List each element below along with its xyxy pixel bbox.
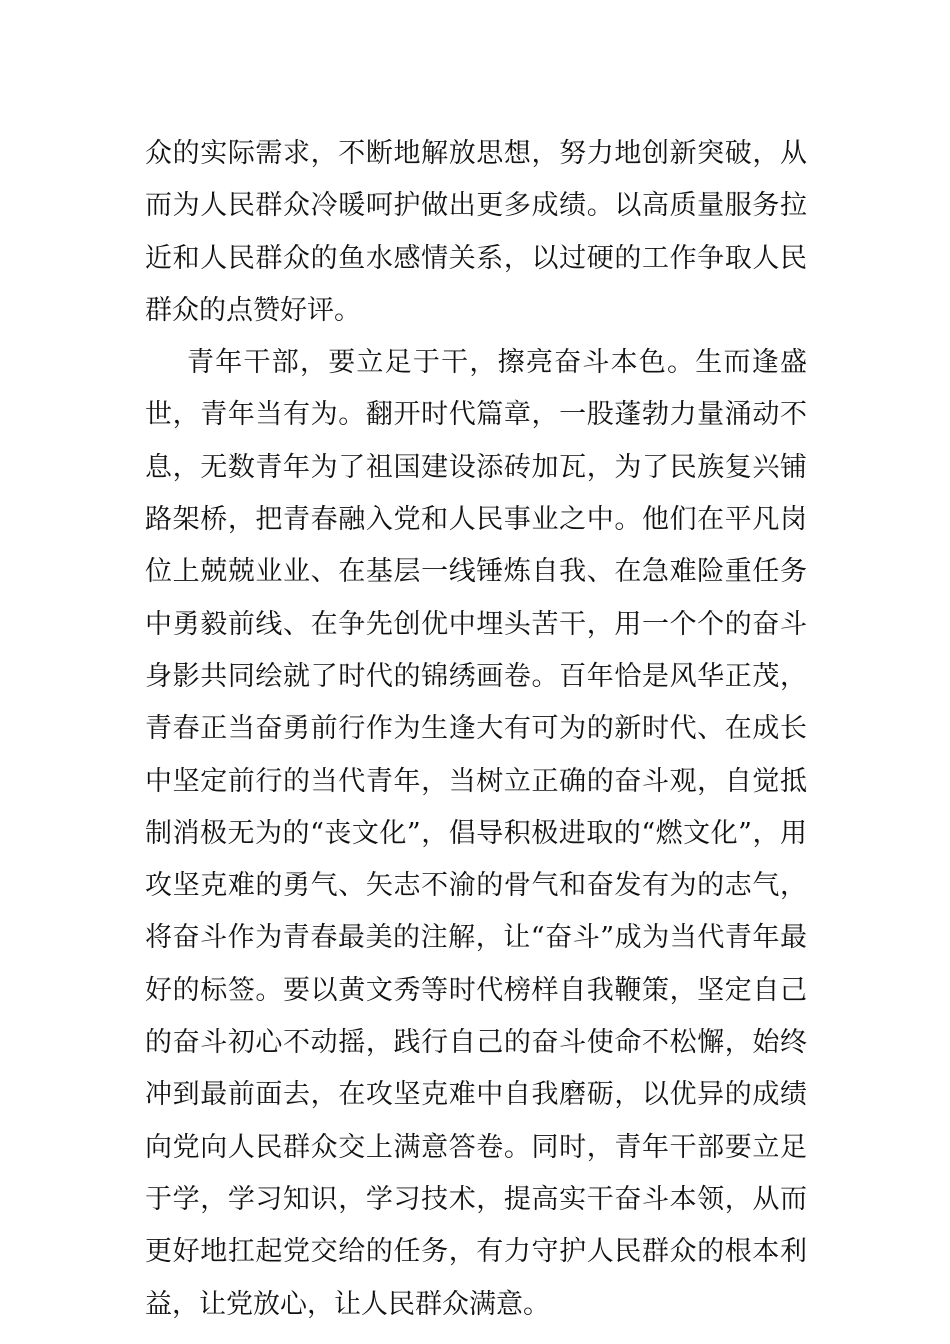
paragraph-continuation: 众的实际需求，不断地解放思想，努力地创新突破，从而为人民群众冷暖呵护做出更多成绩。以高质量服务拉近和人民群众的鱼水感情关系，以过硬的工作争取人民群众的点赞好评。 (145, 138, 807, 326)
document-body (145, 128, 807, 1331)
paragraph-youth-cadres: 青年干部，要立足于干，擦亮奋斗本色。生而逢盛世，青年当有为。翻开时代篇章，一股蓬勃力量涌动不息，无数青年为了祖国建设添砖加瓦，为了民族复兴铺路架桥，把青春融入党和人民事业之中。他们在平凡岗位上兢兢业业、在基层一线锤炼自我、在急难险重任务中勇毅前线、在争先创优中埋头苦干，用一个个的奋斗身影共同绘就了时代的锦绣画卷。百年恰是风华正茂，青春正当奋勇前行作为生逢大有可为的新时代、在成长中坚定前行的当代青年，当树立正确的奋斗观，自觉抵制消极无为的“丧文化”，倡导积极进取的“燃文化”，用攻坚克难的勇气、矢志不渝的骨气和奋发有为的志气，将奋斗作为青春最美的注解，让“奋斗”成为当代青年最好的标签。要以黄文秀等时代榜样自我鞭策，坚定自己的奋斗初心不动摇，践行自己的奋斗使命不松懈，始终冲到最前面去，在攻坚克难中自我磨砺，以优异的成绩向党向人民群众交上满意答卷。同时，青年干部要立足于学，学习知识，学习技术，提高实干奋斗本领，从而更好地扛起党交给的任务，有力守护人民群众的根本利益，让党放心，让人民群众满意。 (145, 347, 807, 1320)
